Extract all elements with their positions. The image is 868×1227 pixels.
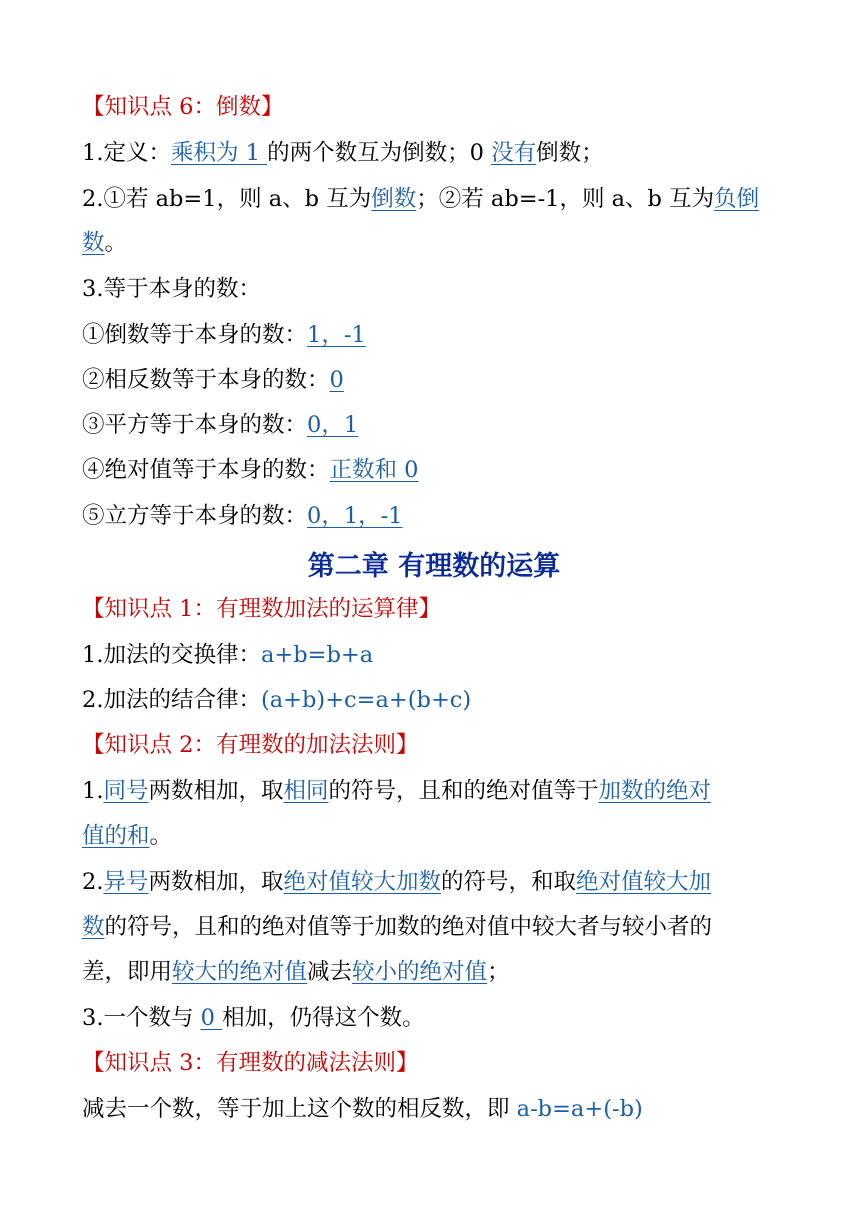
kp2-same-sign-line: 1.同号两数相加，取相同的符号，且和的绝对值等于加数的绝对	[82, 778, 712, 804]
formula: (a+b)+c=a+(b+c)	[260, 687, 472, 713]
answer-blank: 较小的绝对值	[352, 959, 488, 985]
kp2-zero-line: 3.一个数与 0 相加，仍得这个数。	[82, 1005, 425, 1031]
answer-blank: 同号	[103, 778, 149, 804]
kp6-rule-line-cont: 数。	[82, 230, 128, 256]
answer-blank: 1，-1	[307, 322, 366, 348]
kp6-rule-line: 2.①若 ab=1，则 a、b 互为倒数；②若 ab=-1，则 a、b 互为负倒	[82, 186, 760, 212]
kp6-item-5: ⑤立方等于本身的数：0，1，-1	[82, 503, 403, 529]
kp2-diff-sign-line: 2.异号两数相加，取绝对值较大加数的符号，和取绝对值较大加	[82, 869, 712, 895]
answer-blank: 负倒	[714, 186, 760, 212]
answer-blank: 加数的绝对	[598, 778, 712, 804]
answer-blank: 倒数	[371, 186, 417, 212]
kp2-same-sign-line-cont: 值的和。	[82, 823, 173, 849]
kp2-diff-sign-line-cont: 数的符号，且和的绝对值等于加数的绝对值中较大者与较小者的	[82, 914, 713, 940]
kp6-self-equal-heading: 3.等于本身的数：	[82, 276, 261, 302]
formula: a-b=a+(-b)	[516, 1096, 643, 1122]
answer-blank: 0	[200, 1005, 223, 1031]
kp2-diff-sign-line-cont2: 差，即用较大的绝对值减去较小的绝对值；	[82, 959, 510, 985]
kp6-item-4: ④绝对值等于本身的数：正数和 0	[82, 457, 419, 483]
kp6-item-3: ③平方等于本身的数：0，1	[82, 412, 359, 438]
answer-blank: 0，1	[307, 412, 359, 438]
answer-blank: 数	[82, 914, 105, 940]
kp1-associative-line: 2.加法的结合律：(a+b)+c=a+(b+c)	[82, 687, 472, 713]
section-heading-kp1: 【知识点 1：有理数加法的运算律】	[82, 596, 441, 622]
answer-blank: 没有	[491, 140, 537, 166]
answer-blank: 0	[329, 367, 344, 393]
kp6-item-1: ①倒数等于本身的数：1，-1	[82, 322, 366, 348]
answer-blank: 异号	[103, 869, 149, 895]
kp1-commutative-line: 1.加法的交换律：a+b=b+a	[82, 642, 374, 668]
kp6-definition-line: 1.定义：乘积为 1 的两个数互为倒数；0 没有倒数；	[82, 140, 604, 166]
answer-blank: 0，1，-1	[307, 503, 403, 529]
answer-blank: 绝对值较大加数	[283, 869, 442, 895]
answer-blank: 值的和	[82, 823, 150, 849]
answer-blank: 绝对值较大加	[576, 869, 712, 895]
answer-blank: 较大的绝对值	[172, 959, 308, 985]
kp3-subtraction-line: 减去一个数，等于加上这个数的相反数，即 a-b=a+(-b)	[82, 1096, 643, 1122]
section-heading-kp2: 【知识点 2：有理数的加法法则】	[82, 732, 419, 758]
kp6-item-2: ②相反数等于本身的数：0	[82, 367, 344, 393]
answer-blank: 正数和 0	[329, 457, 419, 483]
answer-blank: 数	[82, 230, 105, 256]
section-heading-kp3: 【知识点 3：有理数的减法法则】	[82, 1050, 419, 1076]
section-heading-kp6: 【知识点 6：倒数】	[82, 94, 284, 120]
chapter-title: 第二章 有理数的运算	[307, 551, 561, 582]
answer-blank: 乘积为 1	[170, 140, 268, 166]
answer-blank: 相同	[283, 778, 329, 804]
formula: a+b=b+a	[260, 642, 374, 668]
